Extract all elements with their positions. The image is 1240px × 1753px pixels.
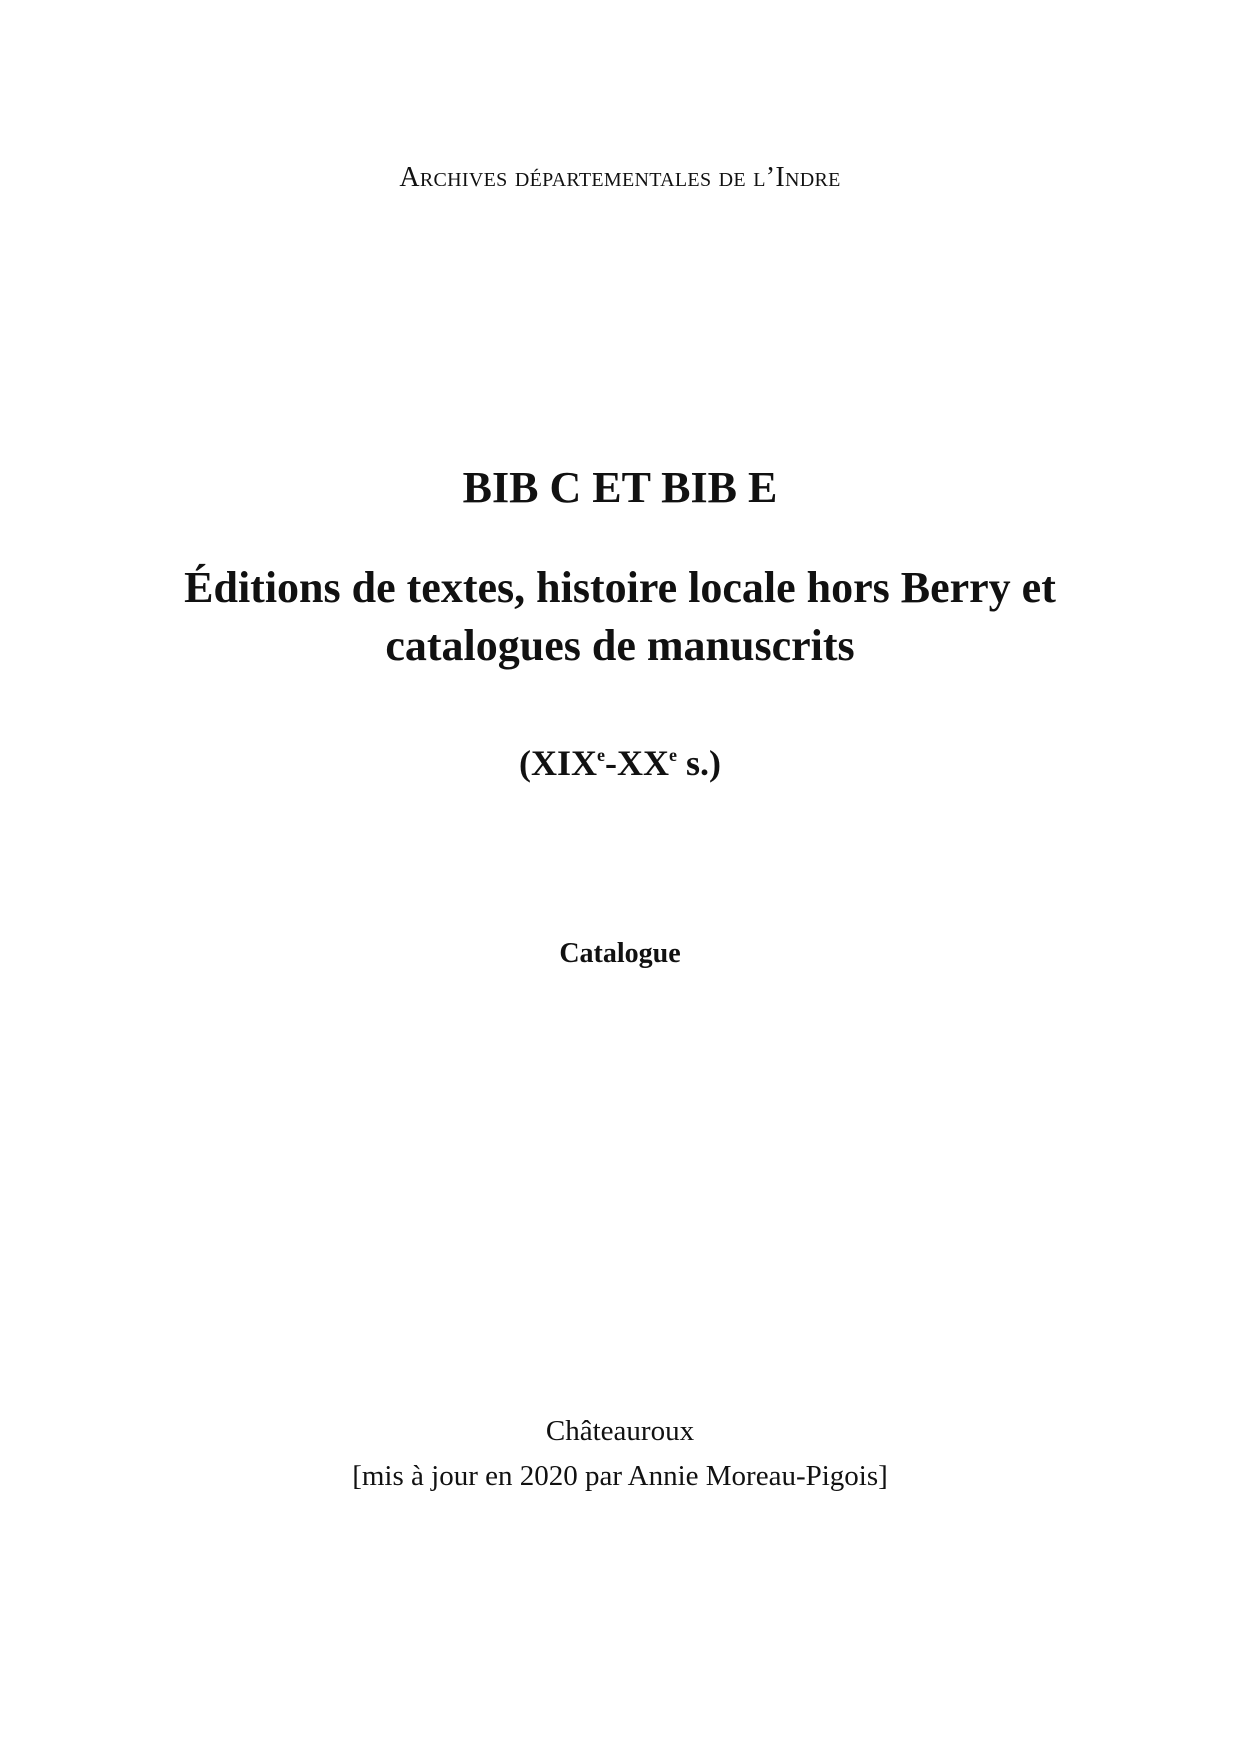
institution-header: Archives départementales de l’Indre — [399, 162, 841, 193]
period-close: s.) — [676, 743, 721, 783]
period-sup-1: e — [597, 745, 605, 765]
update-note: [mis à jour en 2020 par Annie Moreau-Pigois] — [352, 1460, 888, 1492]
period-label — [0, 742, 1240, 784]
period-open: (XIX — [519, 743, 597, 783]
title-line-1: Éditions de textes, histoire locale hors Berry et — [184, 563, 1056, 612]
period-mid: -XX — [605, 743, 669, 783]
title-line-2: catalogues de manuscrits — [385, 621, 855, 670]
place-of-publication: Châteauroux — [545, 1415, 695, 1447]
series-code-title: BIB C ET BIB E — [462, 463, 778, 512]
period-sup-2: e — [668, 745, 677, 765]
document-type: Catalogue — [559, 938, 681, 969]
